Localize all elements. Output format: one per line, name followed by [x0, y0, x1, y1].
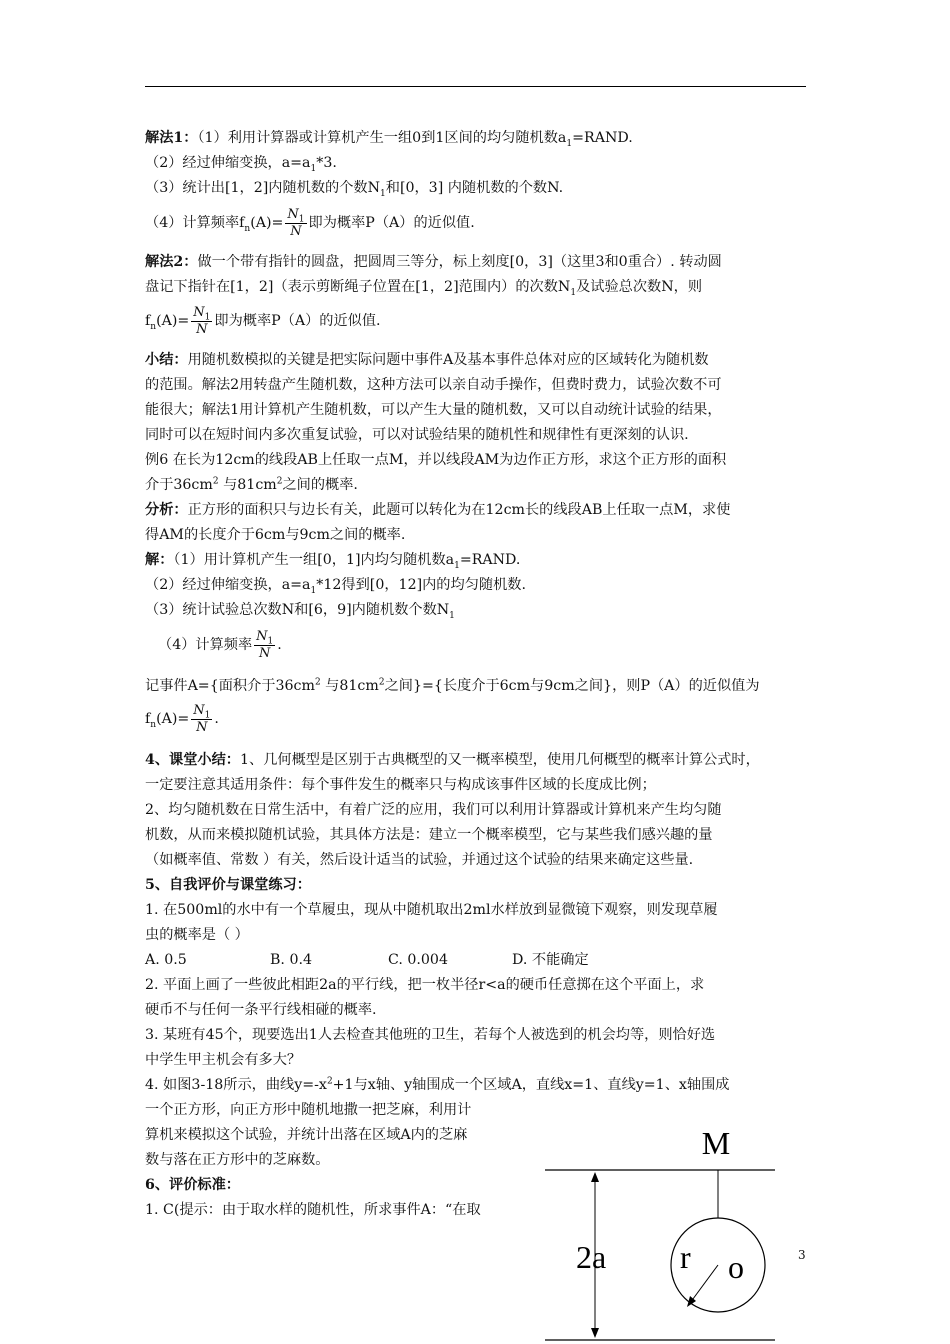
- fraction: [285, 207, 306, 240]
- frac-den: N: [196, 719, 208, 735]
- q1-option-b: B. 0.4: [270, 952, 313, 968]
- sec5-heading: 5、自我评价与课堂练习：: [145, 877, 311, 893]
- sol2-l2a: 盘记下指针在[1，2]（表示剪断绳子位置在[1，2]范围内）的次数N: [145, 279, 571, 295]
- sub: n: [150, 321, 157, 332]
- sec6-answer1: 1. C(提示：由于取水样的随机性，所求事件A：“在取: [145, 1202, 481, 1218]
- sol-s4b: .: [277, 637, 282, 653]
- ex6-line2: [145, 475, 358, 495]
- q3-line1: 3. 某班有45个，现要选出1人去检查其他班的卫生，若每个人被选到的机会均等，则恰好选: [145, 1027, 716, 1043]
- sol1-s1: （1）利用计算器或计算机产生一组0到1区间的均匀随机数a: [197, 130, 567, 146]
- page-number: 3: [798, 1248, 806, 1262]
- arrow-head-up: [591, 1172, 599, 1182]
- sol1-s3b: 和[0，3] 内随机数的个数N.: [385, 180, 564, 196]
- fraction: [191, 305, 212, 338]
- sol2-line2: [145, 277, 702, 297]
- parallel-lines-coin-figure: [540, 1110, 800, 1344]
- frac-num: N: [256, 628, 268, 644]
- frac-den: N: [196, 321, 208, 337]
- summary-line3: 能很大；解法1用计算机产生随机数，可以产生大量的随机数，又可以自动统计试验的结果，: [145, 402, 722, 418]
- sol1-s4c: 即为概率P（A）的近似值.: [308, 215, 475, 231]
- radius-line: [690, 1265, 718, 1303]
- sub: 1: [298, 214, 305, 225]
- q4-line3: 算机来模拟这个试验，并统计出落在区域A内的芝麻: [145, 1127, 468, 1143]
- sol1-s2-end: *3.: [316, 155, 337, 171]
- analysis-line2: 得AM的长度介于6cm与9cm之间的概率.: [145, 527, 406, 543]
- ex6-l2a: 介于36cm: [145, 477, 213, 493]
- header-rule: [145, 86, 806, 87]
- sup: 2: [276, 476, 283, 487]
- sol2-line1: [145, 252, 722, 272]
- summary-line4: 同时可以在短时间内多次重复试验，可以对试验结果的随机性和规律性有更深刻的认识.: [145, 427, 689, 443]
- frac-den: N: [259, 645, 271, 661]
- q2-line1: 2. 平面上画了一些彼此相距2a的平行线，把一枚半径r<a的硬币任意掷在这个平面上，求: [145, 977, 705, 993]
- sol-s1a: （1）用计算机产生一组[0，1]内均匀随机数a: [173, 552, 455, 568]
- sol1-s2: （2）经过伸缩变换，a=a: [145, 155, 311, 171]
- ex6-line1: 例6 在长为12cm的线段AB上任取一点M，并以线段AM为边作正方形，求这个正方形的面积: [145, 452, 727, 468]
- sol-note-line: [145, 676, 760, 696]
- q4-line2: 一个正方形，向正方形中随机地撒一把芝麻，利用计: [145, 1102, 472, 1118]
- sup: 2: [326, 1076, 333, 1087]
- sol-s1b: =RAND.: [459, 552, 521, 568]
- sub: n: [244, 223, 251, 234]
- sol1-line3: [145, 178, 563, 198]
- analysis-line1: [145, 500, 730, 520]
- sec6-heading: 6、评价标准：: [145, 1177, 240, 1193]
- sol-f-c: .: [214, 711, 219, 727]
- sub: 1: [570, 287, 577, 298]
- sub: 1: [310, 585, 317, 596]
- q3-line2: 中学生甲主机会有多大？: [145, 1052, 302, 1068]
- sol1-line2: [145, 153, 337, 173]
- sec4-label: 4、课堂小结：: [145, 752, 240, 768]
- sub: 1: [204, 710, 211, 721]
- sup: 2: [314, 677, 321, 688]
- sol-f-b: (A)=: [156, 711, 190, 727]
- sol1-s1-end: =RAND.: [572, 130, 633, 146]
- sol2-l1: 做一个带有指针的圆盘，把圆周三等分，标上刻度[0，3]（这里3和0重合）. 转动圆: [197, 254, 722, 270]
- sol-line1: [145, 550, 520, 570]
- sol-s4a: （4）计算频率: [158, 637, 253, 653]
- q1-option-a: A. 0.5: [145, 952, 187, 968]
- sol-line2: [145, 575, 526, 595]
- sub: 1: [454, 560, 460, 571]
- sub: 1: [310, 163, 317, 174]
- label-o: o: [728, 1249, 744, 1285]
- sol1-line4: [145, 206, 475, 240]
- sec4-line4: 机数，从而来模拟随机试验，其具体方法是：建立一个概率模型，它与某些我们感兴趣的量: [145, 827, 713, 843]
- arrow-head-down: [591, 1328, 599, 1338]
- sol-label: 解：: [145, 552, 174, 568]
- sol-f-line: [145, 702, 219, 736]
- frac-num: N: [287, 206, 299, 222]
- sub: 1: [204, 312, 211, 323]
- sup: 2: [378, 677, 385, 688]
- label-r: r: [680, 1239, 691, 1275]
- sol2-l3c: 即为概率P（A）的近似值.: [214, 313, 381, 329]
- label-2a: 2a: [576, 1239, 607, 1275]
- sol1-s4b: (A)=: [250, 215, 284, 231]
- fraction: [191, 703, 212, 736]
- q1-option-c: C. 0.004: [388, 952, 448, 968]
- q4-line4: 数与落在正方形中的芝麻数。: [145, 1152, 330, 1168]
- q1-line2: 虫的概率是（ ）: [145, 927, 249, 943]
- sol-line4: [158, 628, 282, 662]
- sol2-l2b: 及试验总次数N，则: [576, 279, 703, 295]
- sec4-line3: 2、均匀随机数在日常生活中，有着广泛的应用，我们可以利用计算器或计算机来产生均匀随: [145, 802, 722, 818]
- sol1-line1: [145, 128, 633, 148]
- sol-note-c: 之间}={长度介于6cm与9cm之间}，则P（A）的近似值为: [384, 678, 760, 694]
- sol-f-a: f: [145, 711, 151, 727]
- sol2-l3a: f: [145, 313, 151, 329]
- sol-note-a: 记事件A={面积介于36cm: [145, 678, 315, 694]
- q4-a2: +1与x轴、y轴围成一个区域A，直线x=1、直线y=1、x轴围成: [332, 1077, 730, 1093]
- sol-line3: [145, 600, 455, 620]
- label-m: M: [701, 1125, 731, 1161]
- sol1-s4a: （4）计算频率f: [145, 215, 245, 231]
- q4-a1: 4. 如图3-18所示，曲线y=-x: [145, 1077, 327, 1093]
- frac-num: N: [193, 702, 205, 718]
- sec4-line5: （如概率值、常数 ）有关，然后设计适当的试验，并通过这个试验的结果来确定这些量.: [145, 852, 694, 868]
- sol2-l3b: (A)=: [156, 313, 190, 329]
- sol-s2b: *12得到[0，12]内的均匀随机数.: [316, 577, 526, 593]
- sol2-line3: [145, 304, 381, 338]
- sol-note-b: 与81cm: [320, 678, 379, 694]
- sol-s2a: （2）经过伸缩变换，a=a: [145, 577, 311, 593]
- ex6-l2b: 与81cm: [218, 477, 277, 493]
- summary-line1: [145, 350, 709, 370]
- summary-line2: 的范围。解法2用转盘产生随机数，这种方法可以亲自动手操作，但费时费力，试验次数不可: [145, 377, 722, 393]
- summary-label: 小结：: [145, 352, 188, 368]
- sol1-label: 解法1：: [145, 130, 198, 146]
- sup: 2: [212, 476, 219, 487]
- sub: 1: [380, 188, 386, 199]
- frac-num: N: [193, 304, 205, 320]
- summary-l1: 用随机数模拟的关键是把实际问题中事件A及基本事件总体对应的区域转化为随机数: [187, 352, 709, 368]
- analysis-l1: 正方形的面积只与边长有关，此题可以转化为在12cm长的线段AB上任取一点M，求使: [187, 502, 731, 518]
- sol1-s3a: （3）统计出[1，2]内随机数的个数N: [145, 180, 381, 196]
- q4-line1: [145, 1075, 729, 1095]
- sec4-l1: 1、几何概型是区别于古典概型的又一概率模型，使用几何概型的概率计算公式时，: [240, 752, 760, 768]
- sol-s3a: （3）统计试验总次数N和[6，9]内随机数个数N: [145, 602, 450, 618]
- fraction: [254, 629, 275, 662]
- sub: 1: [267, 636, 274, 647]
- q1-line1: 1. 在500ml的水中有一个草履虫，现从中随机取出2ml水样放到显微镜下观察，则发现草履: [145, 902, 718, 918]
- sec4-line1: [145, 750, 760, 770]
- analysis-label: 分析：: [145, 502, 188, 518]
- sub: 1: [566, 138, 573, 149]
- sec4-line2: 一定要注意其适用条件：每个事件发生的概率只与构成该事件区域的长度成比例；: [145, 777, 656, 793]
- q1-option-d: D. 不能确定: [512, 952, 589, 968]
- ex6-l2c: 之间的概率.: [282, 477, 358, 493]
- sub: n: [150, 719, 157, 730]
- q2-line2: 硬币不与任何一条平行线相碰的概率.: [145, 1002, 377, 1018]
- sol2-label: 解法2：: [145, 254, 198, 270]
- sub: 1: [449, 610, 455, 621]
- frac-den: N: [290, 223, 302, 239]
